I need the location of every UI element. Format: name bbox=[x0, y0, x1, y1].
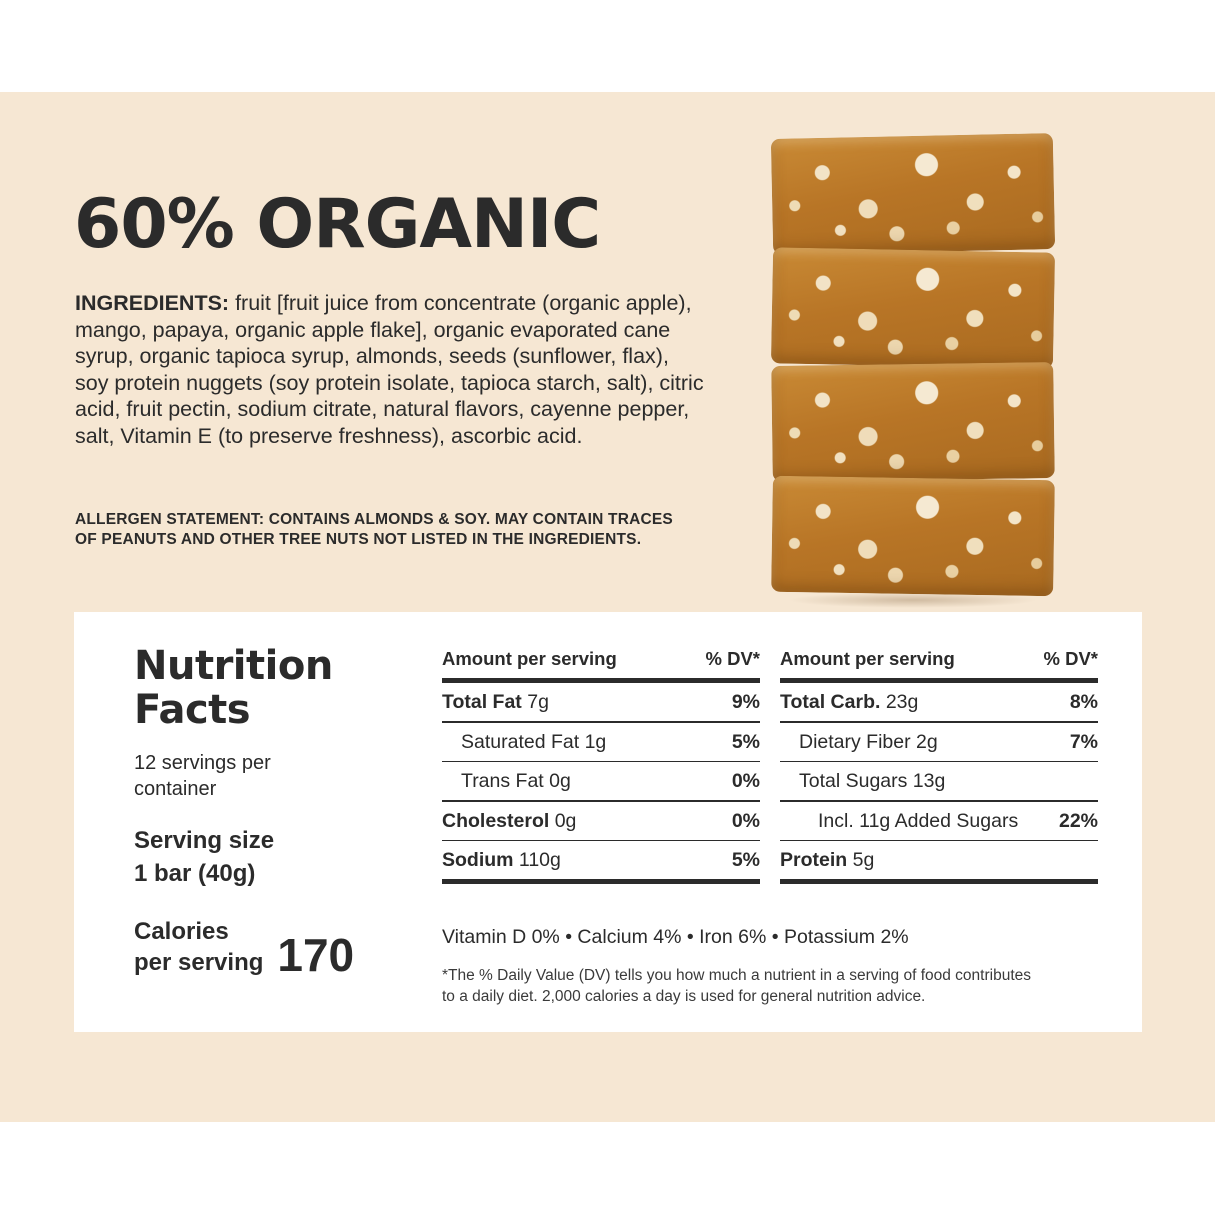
nutrition-footer bbox=[442, 926, 1062, 1007]
nutrient-column-left bbox=[442, 648, 760, 884]
granola-bar-3 bbox=[771, 362, 1055, 482]
nutrient-dv: 7% bbox=[1069, 730, 1098, 753]
calories-block bbox=[134, 916, 434, 981]
nutrient-column-right bbox=[780, 648, 1098, 884]
nutrient-name: Saturated Fat 1g bbox=[461, 730, 607, 753]
nutrient-name: Protein 5g bbox=[780, 849, 875, 871]
nutrient-name: Sodium 110g bbox=[442, 849, 561, 871]
dv-header-right: % DV* bbox=[1043, 648, 1098, 669]
nutrient-dv: 0% bbox=[731, 809, 760, 832]
nutrient-name: Total Fat 7g bbox=[442, 691, 549, 713]
daily-value-note: *The % Daily Value (DV) tells you how much a nutrient in a serving of food contributes to a daily diet. 2,000 calories a day is used for general nutrition advice. bbox=[442, 967, 1031, 1005]
column-header-right bbox=[780, 648, 1098, 678]
nutrient-name: Total Sugars 13g bbox=[799, 770, 946, 792]
nutrient-name: Total Carb. 23g bbox=[780, 691, 919, 713]
serving-size-value: 1 bar (40g) bbox=[134, 860, 256, 887]
nutrient-row bbox=[442, 802, 760, 840]
amount-per-serving-header-left: Amount per serving bbox=[442, 648, 617, 669]
nutrient-dv: 5% bbox=[731, 730, 760, 753]
nutrient-row bbox=[442, 841, 760, 879]
nutrition-facts-title bbox=[134, 644, 434, 732]
page-title: 60% ORGANIC bbox=[74, 185, 601, 264]
nutrient-dv: 22% bbox=[1058, 809, 1098, 832]
nutrient-name: Dietary Fiber 2g bbox=[799, 730, 938, 753]
allergen-statement: ALLERGEN STATEMENT: CONTAINS ALMONDS & SOY. MAY CONTAIN TRACES OF PEANUTS AND OTHER TREE NUTS NOT LISTED IN THE INGREDIENTS. bbox=[75, 511, 673, 548]
ingredients-block bbox=[75, 290, 705, 449]
nutrient-name: Incl. 11g Added Sugars bbox=[818, 809, 1019, 832]
nutrient-row bbox=[442, 762, 760, 800]
nutrition-facts-title-line2: Facts bbox=[134, 687, 251, 733]
nutrient-row bbox=[780, 723, 1098, 761]
calories-label-line1: Calories bbox=[134, 918, 229, 945]
column-footer-rule-right bbox=[780, 879, 1098, 884]
servings-per-container: 12 servings per container bbox=[134, 752, 271, 800]
serving-size-label: Serving size bbox=[134, 827, 275, 854]
amount-per-serving-header-right: Amount per serving bbox=[780, 648, 955, 669]
photo-drop-shadow bbox=[788, 592, 1038, 608]
column-footer-rule-left bbox=[442, 879, 760, 884]
nutrient-name: Trans Fat 0g bbox=[461, 770, 571, 792]
nutrient-row bbox=[780, 841, 1098, 879]
nutrient-dv: 9% bbox=[731, 691, 760, 713]
ingredients-text: fruit [fruit juice from concentrate (organic apple), mango, papaya, organic apple flake], organic evaporated cane syrup, organic tapioca syrup, almonds, seeds (sunflower, flax), soy protein nuggets (soy protein isolate, tapioca starch, salt), citric acid, fruit pectin, sodium citrate, natural flavors, cayenne pepper, salt, Vitamin E (to preserve freshness), ascorbic acid. bbox=[75, 291, 704, 448]
nutrient-name: Cholesterol 0g bbox=[442, 809, 577, 832]
ingredients-label: INGREDIENTS: bbox=[75, 291, 230, 315]
nutrient-columns bbox=[442, 648, 1102, 884]
micronutrients-line: Vitamin D 0% • Calcium 4% • Iron 6% • Potassium 2% bbox=[442, 926, 909, 948]
nutrition-facts-card bbox=[74, 612, 1142, 1032]
nutrient-row bbox=[780, 802, 1098, 840]
nutrient-row bbox=[780, 683, 1098, 721]
column-header-left bbox=[442, 648, 760, 678]
calories-label-line2: per serving bbox=[134, 949, 264, 976]
calories-value: 170 bbox=[277, 929, 355, 981]
nutrient-row bbox=[442, 683, 760, 721]
nutrient-row bbox=[442, 723, 760, 761]
nutrition-facts-title-line1: Nutrition bbox=[134, 643, 333, 689]
dv-header-left: % DV* bbox=[705, 648, 760, 669]
calories-label bbox=[134, 916, 263, 978]
serving-size-block bbox=[134, 824, 434, 890]
nutrient-dv: 8% bbox=[1069, 691, 1098, 713]
nutrient-dv: 5% bbox=[731, 849, 760, 871]
nutrient-dv: 0% bbox=[731, 770, 760, 792]
nutrition-summary-column bbox=[134, 643, 434, 981]
granola-bar-4 bbox=[771, 476, 1055, 596]
granola-bar-1 bbox=[771, 133, 1055, 255]
nutrient-row bbox=[780, 762, 1098, 800]
granola-bar-2 bbox=[771, 247, 1055, 368]
product-photo-bar-stack bbox=[760, 130, 1070, 600]
